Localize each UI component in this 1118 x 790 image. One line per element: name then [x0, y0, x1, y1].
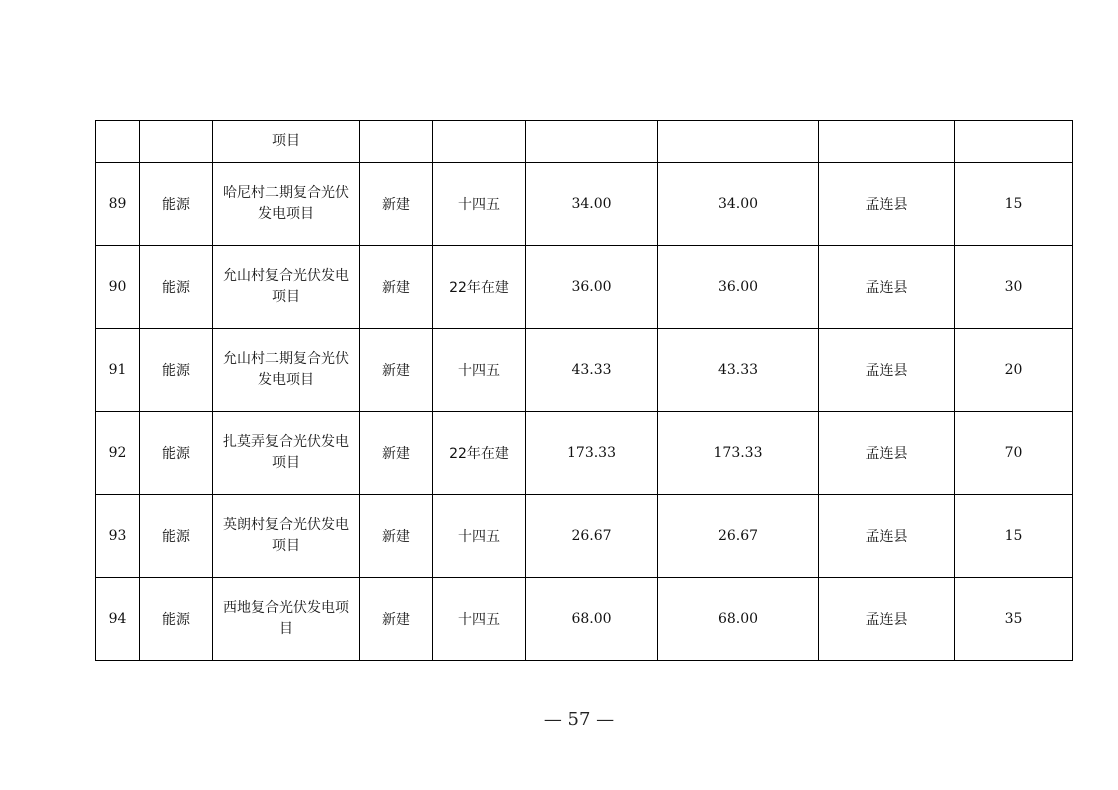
cell-scale: 15 — [955, 163, 1073, 246]
cell-scale: 30 — [955, 246, 1073, 329]
cell-period: 十四五 — [433, 329, 526, 412]
cell-total-investment: 36.00 — [526, 246, 658, 329]
cell-total-investment: 173.33 — [526, 412, 658, 495]
table-row — [96, 329, 1073, 412]
cell-scale: 70 — [955, 412, 1073, 495]
cell-index — [96, 121, 140, 163]
cell-project-name — [213, 246, 360, 329]
cell-planned-investment: 68.00 — [658, 578, 819, 661]
cell-index: 94 — [96, 578, 140, 661]
project-name-text: 允山村复合光伏发电项目 — [223, 268, 349, 305]
project-name-text: 西地复合光伏发电项目 — [223, 600, 349, 637]
table-row — [96, 495, 1073, 578]
cell-type — [360, 121, 433, 163]
cell-category: 能源 — [140, 412, 213, 495]
project-name-text: 扎莫弄复合光伏发电项目 — [223, 434, 349, 471]
cell-county: 孟连县 — [819, 495, 955, 578]
cell-planned-investment: 173.33 — [658, 412, 819, 495]
cell-planned-investment: 36.00 — [658, 246, 819, 329]
cell-index: 92 — [96, 412, 140, 495]
cell-project-name — [213, 412, 360, 495]
cell-scale: 15 — [955, 495, 1073, 578]
cell-total-investment: 43.33 — [526, 329, 658, 412]
cell-total-investment: 68.00 — [526, 578, 658, 661]
cell-scale — [955, 121, 1073, 163]
cell-category: 能源 — [140, 578, 213, 661]
project-name-text: 项目 — [272, 133, 300, 149]
cell-type: 新建 — [360, 163, 433, 246]
cell-county: 孟连县 — [819, 246, 955, 329]
cell-category: 能源 — [140, 329, 213, 412]
cell-category — [140, 121, 213, 163]
cell-total-investment — [526, 121, 658, 163]
cell-period: 22年在建 — [433, 246, 526, 329]
cell-project-name — [213, 329, 360, 412]
cell-period: 十四五 — [433, 495, 526, 578]
cell-county: 孟连县 — [819, 163, 955, 246]
table-row — [96, 163, 1073, 246]
table-row-continued — [96, 121, 1073, 163]
cell-project-name — [213, 163, 360, 246]
table-row — [96, 246, 1073, 329]
cell-type: 新建 — [360, 578, 433, 661]
cell-county: 孟连县 — [819, 578, 955, 661]
cell-total-investment: 34.00 — [526, 163, 658, 246]
cell-index: 90 — [96, 246, 140, 329]
cell-county — [819, 121, 955, 163]
page-number: — 57 — — [543, 709, 615, 730]
cell-scale: 20 — [955, 329, 1073, 412]
cell-type: 新建 — [360, 412, 433, 495]
cell-scale: 35 — [955, 578, 1073, 661]
project-table — [95, 120, 1073, 661]
cell-planned-investment — [658, 121, 819, 163]
cell-planned-investment: 43.33 — [658, 329, 819, 412]
cell-period: 十四五 — [433, 163, 526, 246]
cell-project-name — [213, 495, 360, 578]
cell-county: 孟连县 — [819, 329, 955, 412]
cell-total-investment: 26.67 — [526, 495, 658, 578]
cell-period: 十四五 — [433, 578, 526, 661]
cell-project-name — [213, 578, 360, 661]
cell-category: 能源 — [140, 163, 213, 246]
cell-type: 新建 — [360, 495, 433, 578]
cell-index: 93 — [96, 495, 140, 578]
table-row — [96, 578, 1073, 661]
cell-category: 能源 — [140, 495, 213, 578]
project-name-text: 英朗村复合光伏发电项目 — [223, 517, 349, 554]
project-name-text: 允山村二期复合光伏发电项目 — [223, 351, 349, 388]
cell-period: 22年在建 — [433, 412, 526, 495]
cell-category: 能源 — [140, 246, 213, 329]
cell-county: 孟连县 — [819, 412, 955, 495]
project-name-text: 哈尼村二期复合光伏发电项目 — [223, 185, 349, 222]
table-row — [96, 412, 1073, 495]
cell-index: 91 — [96, 329, 140, 412]
cell-type: 新建 — [360, 246, 433, 329]
cell-planned-investment: 34.00 — [658, 163, 819, 246]
cell-index: 89 — [96, 163, 140, 246]
cell-period — [433, 121, 526, 163]
cell-type: 新建 — [360, 329, 433, 412]
cell-project-name — [213, 121, 360, 163]
cell-planned-investment: 26.67 — [658, 495, 819, 578]
